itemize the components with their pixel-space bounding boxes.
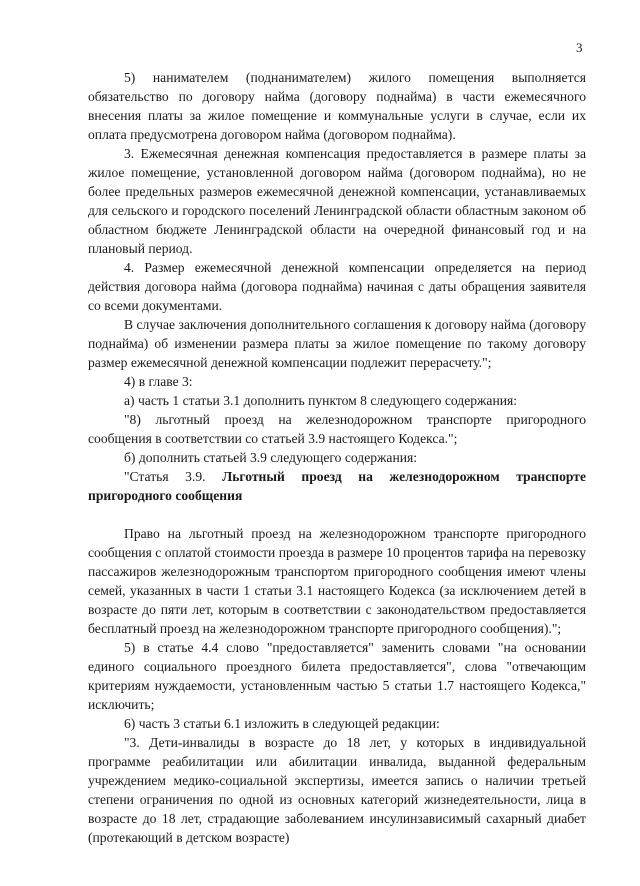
paragraph: "3. Дети-инвалиды в возрасте до 18 лет, у которых в индивидуальной программе реабилитации или абилитации инвалида, выданной федеральным учреждением медико-социальной экспертизы, имеется запись о наличии третьей степени ограничения по одной из основных категорий жизнедеятельности, лица в возрасте до 18 лет, страдающие заболеванием инсулинзависимый сахарный диабет (протекающий в детском возрасте)	[88, 735, 586, 845]
document-body	[88, 68, 586, 847]
article-prefix: "Статья 3.9.	[124, 469, 206, 484]
paragraph: 4) в главе 3:	[124, 374, 193, 389]
paragraph: 5) нанимателем (поднанимателем) жилого помещения выполняется обязательство по договору найма (договору поднайма) в части ежемесячного внесения платы за жилое помещение и коммунальные услуги в случае, если их оплата предусмотрена договором найма (договором поднайма).	[88, 70, 586, 142]
paragraph: 6) часть 3 статьи 6.1 изложить в следующей редакции:	[124, 716, 440, 731]
article-heading	[88, 467, 586, 505]
paragraph: а) часть 1 статьи 3.1 дополнить пунктом 8 следующего содержания:	[124, 393, 518, 408]
paragraph: "8) льготный проезд на железнодорожном транспорте пригородного сообщения в соответствии со статьей 3.9 настоящего Кодекса.";	[88, 412, 586, 446]
paragraph: 5) в статье 4.4 слово "предоставляется" заменить словами "на основании единого социального проездного билета предоставляется", слова "отвечающим критериям нуждаемости, установленным частью 5 статьи 1.7 настоящего Кодекса," исключить;	[88, 640, 586, 712]
paragraph: Право на льготный проезд на железнодорожном транспорте пригородного сообщения с оплатой стоимости проезда в размере 10 процентов тарифа на перевозку пассажиров железнодорожным транспортом пригородного сообщения имеют члены семей, указанных в части 1 статьи 3.1 настоящего Кодекса (за исключением детей в возрасте до пяти лет, которым в соответствии с законодательством предоставляется бесплатный проезд на железнодорожном транспорте пригородного сообщения).";	[88, 526, 586, 636]
paragraph: 4. Размер ежемесячной денежной компенсации определяется на период действия договора найма (договора поднайма) начиная с даты обращения заявителя со всеми документами.	[88, 260, 586, 313]
blank-line	[88, 505, 586, 524]
article-title: Льготный проезд на железнодорожном транспорте пригородного сообщения	[88, 469, 586, 503]
paragraph: В случае заключения дополнительного соглашения к договору найма (договору поднайма) об изменении размера платы за жилое помещение по такому договору размер ежемесячной денежной компенсации подлежит перерасчету.";	[88, 317, 586, 370]
paragraph: 3. Ежемесячная денежная компенсация предоставляется в размере платы за жилое помещение, установленной договором найма (договором поднайма), но не более предельных размеров ежемесячной денежной компенсации, устанавливаемых для сельского и городского поселений Ленинградской области областным законом об областном бюджете Ленинградской области на очередной финансовый год и на плановый период.	[88, 146, 586, 256]
paragraph: б) дополнить статьей 3.9 следующего содержания:	[124, 450, 418, 465]
page-number: 3	[576, 40, 583, 55]
